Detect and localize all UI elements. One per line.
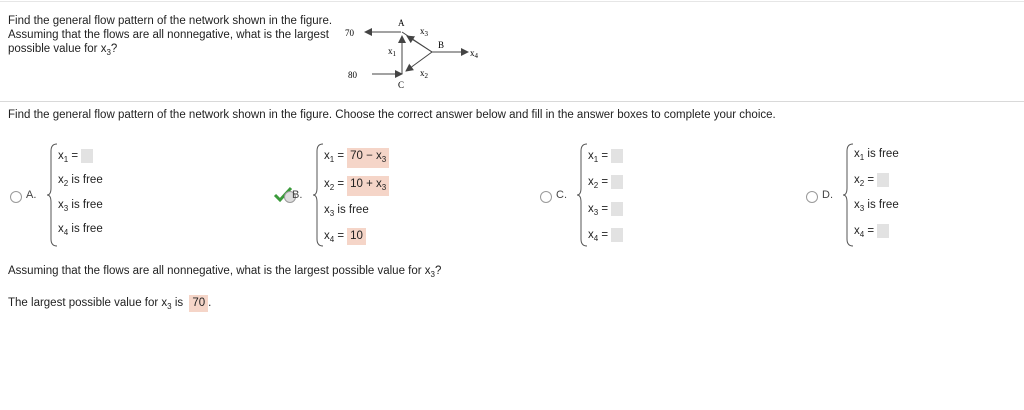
option-c-row-3: $x_3$ = — [588, 200, 623, 218]
answer-box[interactable] — [877, 224, 889, 238]
edge-x3-arrow — [407, 36, 432, 52]
option-d-row-4: $x_4$ = — [854, 222, 889, 240]
instruction-text: Find the general flow pattern of the network shown in the figure. Choose the correct answer below and fill in the answer boxes to complete your choice. — [8, 109, 776, 121]
option-d-letter: D. — [822, 189, 833, 201]
option-d[interactable] — [806, 143, 1016, 247]
option-d-row-1: $x_1$ is free — [854, 148, 899, 162]
radio-d[interactable] — [806, 191, 818, 203]
brace-b — [312, 143, 324, 247]
option-c-row-2: $x_2$ = — [588, 173, 623, 191]
question-line-3: possible value for $x_3$? — [8, 43, 118, 57]
label-x3: $x_3$ — [420, 26, 428, 38]
node-a: A — [398, 18, 405, 28]
answer-value[interactable]: 10 — [347, 228, 366, 245]
option-d-row-2: $x_2$ = — [854, 171, 889, 189]
answer-box[interactable] — [611, 175, 623, 189]
answer-statement: The largest possible value for $x_3$ is 70 . — [8, 297, 212, 311]
option-a-row-4: $x_4$ is free — [58, 223, 103, 237]
question-line-2: Assuming that the flows are all nonnegative, what is the largest — [8, 29, 329, 41]
label-x4: $x_4$ — [470, 48, 478, 60]
option-c-row-4: $x_4$ = — [588, 226, 623, 244]
option-b[interactable] — [284, 143, 484, 247]
top-divider — [0, 1, 1024, 2]
option-d-row-3: $x_3$ is free — [854, 199, 899, 213]
answer-value[interactable]: $10 + x_3$ — [347, 176, 389, 196]
option-b-letter: B. — [292, 189, 303, 201]
option-a-row-3: $x_3$ is free — [58, 199, 103, 213]
answer-box[interactable] — [611, 202, 623, 216]
option-a-row-2: $x_2$ is free — [58, 174, 103, 188]
brace-c — [576, 143, 588, 247]
node-b: B — [438, 40, 445, 50]
option-a[interactable] — [10, 143, 210, 247]
option-c-letter: C. — [556, 189, 567, 201]
option-b-row-4: $x_4 = 10$ — [324, 227, 366, 245]
brace-a — [46, 143, 58, 247]
answer-value[interactable]: $70 - x_3$ — [347, 148, 389, 168]
answer-value[interactable]: 70 — [189, 295, 208, 312]
label-x2: $x_2$ — [420, 68, 428, 80]
label-x1: $x_1$ — [388, 46, 396, 58]
node-c: C — [398, 80, 405, 90]
option-a-letter: A. — [26, 189, 37, 201]
edge-x2 — [406, 52, 432, 71]
question-line-1: Find the general flow pattern of the network shown in the figure. — [8, 15, 333, 27]
answer-box[interactable] — [81, 149, 93, 163]
option-c[interactable] — [540, 143, 740, 247]
brace-d — [842, 143, 854, 247]
label-80: 80 — [348, 70, 357, 80]
answer-box[interactable] — [877, 173, 889, 187]
network-diagram — [340, 14, 490, 94]
option-b-row-2: $x_2 = 10 + x_3$ — [324, 175, 389, 193]
option-b-row-1: $x_1 = 70 - x_3$ — [324, 147, 389, 165]
section-divider — [0, 101, 1024, 102]
option-a-row-1: $x_1$ = — [58, 147, 93, 165]
answer-box[interactable] — [611, 149, 623, 163]
followup-question: Assuming that the flows are all nonnegative, what is the largest possible value for $x_3$? — [8, 265, 442, 279]
option-b-row-3: $x_3$ is free — [324, 204, 369, 218]
label-70: 70 — [345, 28, 354, 38]
answer-box[interactable] — [611, 228, 623, 242]
radio-a[interactable] — [10, 191, 22, 203]
radio-c[interactable] — [540, 191, 552, 203]
question-text — [8, 14, 338, 60]
option-c-row-1: $x_1$ = — [588, 147, 623, 165]
